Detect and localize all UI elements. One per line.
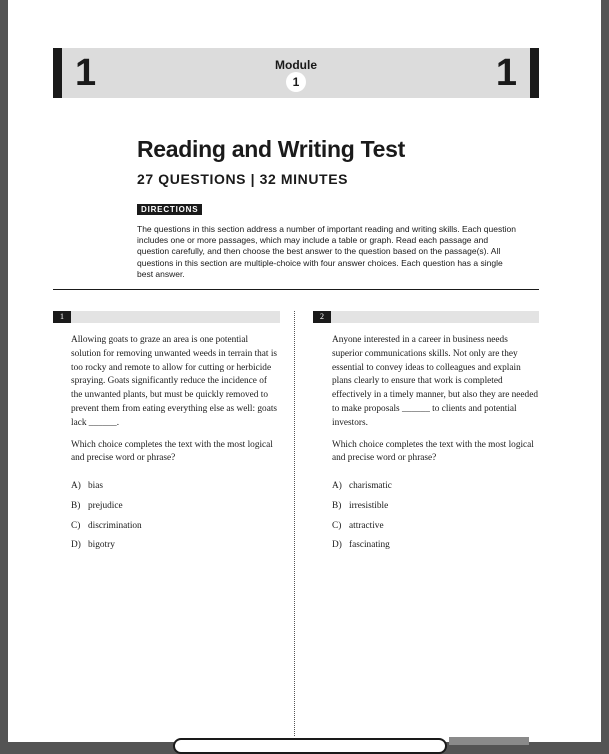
directions-badge: DIRECTIONS xyxy=(137,204,202,215)
answer-choice-c[interactable] xyxy=(71,520,279,540)
choice-text: fascinating xyxy=(349,540,390,551)
choice-letter: C) xyxy=(332,520,342,531)
section-divider xyxy=(53,289,539,290)
question-passage: Anyone interested in a career in business needs superior communications skills. Not only are they essential to convey ideas to colleagues and explain plans clearly to ensure that work is completed effectively in a timely manner, but also they are needed to make proposals ______ to clients and potential investors. xyxy=(332,335,538,428)
module-label: Module xyxy=(275,58,317,72)
question-prompt: Which choice completes the text with the most logical and precise word or phrase? xyxy=(332,439,534,464)
section-number-right: 1 xyxy=(495,52,517,94)
bottom-navigation-bar[interactable] xyxy=(173,738,447,754)
question-passage: Allowing goats to graze an area is one potential solution for removing unwanted weeds in terrain that is too rocky and remote to allow for cutting or herbicide spraying. Goats significantly reduce the incidence of the unwanted plants, but must be quickly removed to prevent them from eating everything else as well: goats lack ______. xyxy=(71,335,278,428)
choice-text: bias xyxy=(88,481,103,492)
question-prompt: Which choice completes the text with the most logical and precise word or phrase? xyxy=(71,439,273,464)
module-number-badge: 1 xyxy=(286,72,306,92)
choice-text: charismatic xyxy=(349,481,392,492)
answer-choices xyxy=(332,480,540,559)
test-title: Reading and Writing Test xyxy=(137,136,405,162)
directions-text: The questions in this section address a number of important reading and writing skills. Each question includes one or more passages, which may include a table or graph. Read each passage and question carefully, and then choose the best answer to the question based on the passage(s). All questions in this section are multiple-choice with four answer choices. Each question has a single best answer. xyxy=(137,224,516,279)
choice-letter: B) xyxy=(71,500,81,511)
choice-letter: C) xyxy=(71,520,81,531)
question-number: 2 xyxy=(313,311,331,323)
answer-choice-c[interactable] xyxy=(332,520,540,540)
column-divider xyxy=(294,311,295,736)
test-page xyxy=(8,0,601,742)
answer-choice-a[interactable] xyxy=(71,480,279,500)
choice-letter: A) xyxy=(332,481,342,492)
header-right-bar xyxy=(530,48,539,98)
choice-letter: A) xyxy=(71,481,81,492)
next-arrow-icon[interactable] xyxy=(449,737,529,745)
module-header xyxy=(53,48,539,98)
choice-letter: D) xyxy=(332,540,342,551)
test-subtitle: 27 QUESTIONS | 32 MINUTES xyxy=(137,171,349,187)
question-header xyxy=(53,311,280,323)
question-1 xyxy=(71,334,279,559)
choice-text: prejudice xyxy=(88,500,123,511)
answer-choices xyxy=(71,480,279,559)
answer-choice-d[interactable] xyxy=(71,539,279,559)
answer-choice-b[interactable] xyxy=(332,500,540,520)
choice-letter: B) xyxy=(332,500,342,511)
header-left-bar xyxy=(53,48,62,98)
choice-text: attractive xyxy=(349,520,384,531)
choice-text: discrimination xyxy=(88,520,142,531)
choice-letter: D) xyxy=(71,540,81,551)
question-number: 1 xyxy=(53,311,71,323)
answer-choice-b[interactable] xyxy=(71,500,279,520)
question-header xyxy=(313,311,539,323)
choice-text: irresistible xyxy=(349,500,389,511)
section-number-left: 1 xyxy=(75,52,97,94)
answer-choice-a[interactable] xyxy=(332,480,540,500)
choice-text: bigotry xyxy=(88,540,115,551)
answer-choice-d[interactable] xyxy=(332,539,540,559)
question-2 xyxy=(332,334,540,559)
